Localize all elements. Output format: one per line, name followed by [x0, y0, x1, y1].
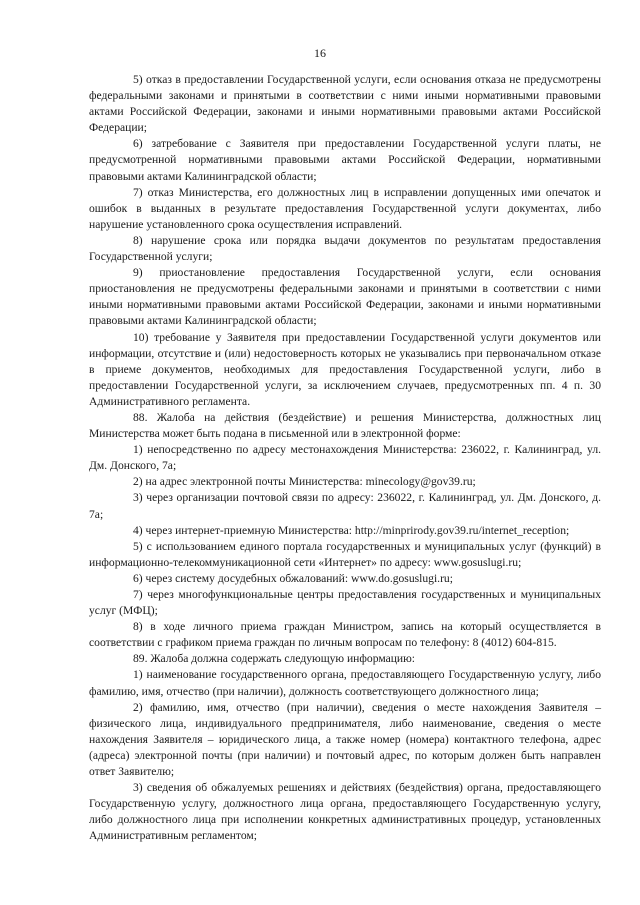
paragraph: 89. Жалоба должна содержать следующую информацию: — [133, 652, 416, 666]
paragraph: 3) через организации почтовой связи по адресу: 236022, г. Калининград, ул. Дм. Донского, д. 7а; — [89, 491, 601, 521]
paragraph: 88. Жалоба на действия (бездействие) и решения Министерства, должностных лиц Министерства может быть подана в письменной или в электронной форме: — [89, 410, 601, 441]
paragraph: 2) на адрес электронной почты Министерства: minecology@gov39.ru; — [133, 475, 476, 489]
page-number: 16 — [314, 46, 326, 60]
paragraph: 9) приостановление предоставления Государственной услуги, если основания приостановления не предусмотрены федеральными законами и принятыми в соответствии с ними иными нормативными правовыми актами Российской Федерации, законами и иными нормативными правовыми актами Калининградской области; — [89, 266, 601, 328]
paragraph: 1) наименование государственного органа, предоставляющего Государственную услугу, либо фамилию, имя, отчество (при наличии), должность соответствующего должностного лица; — [89, 668, 601, 698]
paragraph: 5) с использованием единого портала государственных и муниципальных услуг (функций) в информационно-телекоммуникационной сети «Интернет» по адресу: www.gosuslugi.ru; — [89, 539, 601, 569]
paragraph: 10) требование у Заявителя при предоставлении Государственной услуги документов или информации, отсутствие и (или) недостоверность которых не указывались при первоначальном отказе в приеме документов, необходимых для предоставления Государственной услуги, либо в предоставлении Государственной услуги, за исключением случаев, предусмотренных пп. 4 п. 30 Административного регламента. — [89, 330, 601, 408]
paragraph: 4) через интернет-приемную Министерства: http://minprirody.gov39.ru/internet_reception; — [133, 523, 570, 537]
paragraph: 6) через систему досудебных обжалований: www.do.gosuslugi.ru; — [133, 571, 453, 585]
paragraph: 8) в ходе личного приема граждан Министром, запись на который осуществляется в соответствии с графиком приема граждан по личным вопросам по телефону: 8 (4012) 604-815. — [89, 620, 601, 650]
paragraph: 7) через многофункциональные центры предоставления государственных и муниципальных услуг (МФЦ); — [89, 588, 601, 618]
paragraph: 5) отказ в предоставлении Государственной услуги, если основания отказа не предусмотрены федеральными законами и принятыми в соответствии с ними иными нормативными правовыми актами Российской Федерации, законами и иными нормативными правовыми актами Российской Федерации; — [89, 73, 601, 135]
paragraph: 2) фамилию, имя, отчество (при наличии), сведения о месте нахождения Заявителя – физического лица, индивидуального предпринимателя, либо наименование, сведения о месте нахождения Заявителя – юридического лица, а также номер (номера) контактного телефона, адрес (адреса) электронной почты (при наличии) и почтовый адрес, по которым должен быть направлен ответ Заявителю; — [89, 700, 601, 779]
paragraph: 7) отказ Министерства, его должностных лиц в исправлении допущенных ими опечаток и ошибок в выданных в результате предоставления Государственной услуги документах, либо нарушение установленного срока осуществления исправлений. — [89, 185, 601, 231]
paragraph: 3) сведения об обжалуемых решениях и действиях (бездействия) органа, предоставляющего Государственную услугу, должностного лица органа, предоставляющего Государственную услугу, либо должностного лица при исполнении конкретных административных процедур, установленных Административным регламентом; — [89, 781, 601, 843]
paragraph: 8) нарушение срока или порядка выдачи документов по результатам предоставления Государственной услуги; — [89, 233, 601, 264]
paragraph: 6) затребование с Заявителя при предоставлении Государственной услуги платы, не предусмотренной нормативными правовыми актами Российской Федерации, нормативными правовыми актами Калининградской области; — [89, 137, 601, 183]
paragraph: 1) непосредственно по адресу местонахождения Министерства: 236022, г. Калининград, ул. Дм. Донского, 7а; — [89, 443, 601, 473]
document-body — [89, 72, 601, 845]
